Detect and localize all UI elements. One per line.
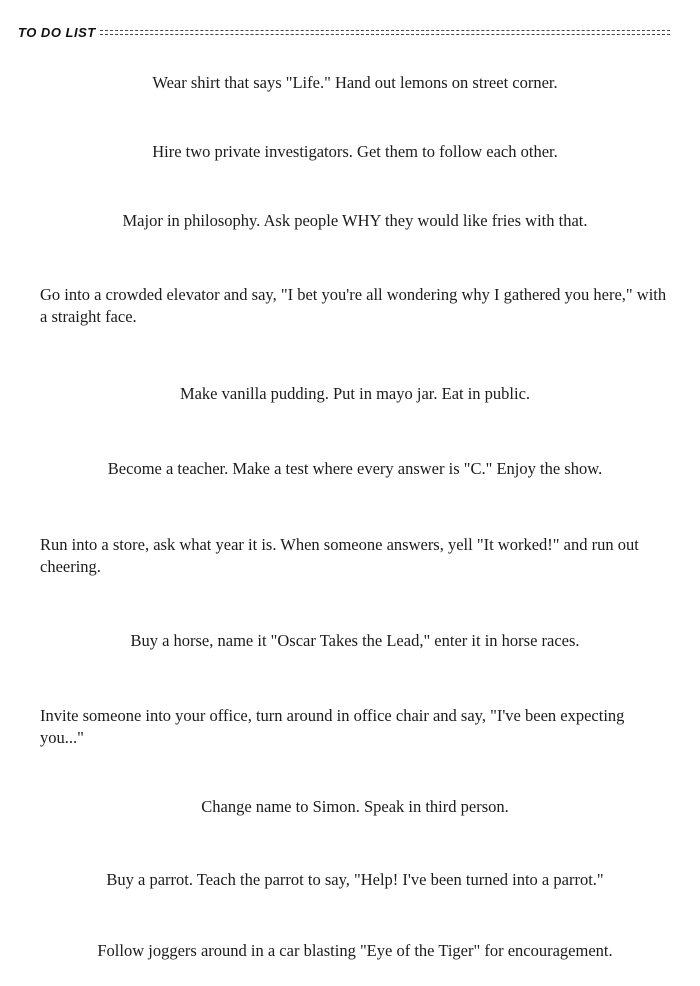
todo-item: Buy a parrot. Teach the parrot to say, "Help! I've been turned into a parrot." [106,870,604,889]
todo-item: Run into a store, ask what year it is. When someone answers, yell "It worked!" and run out cheering. [40,535,639,576]
todo-item: Major in philosophy. Ask people WHY they would like fries with that. [122,211,588,230]
todo-item: Hire two private investigators. Get them to follow each other. [152,142,558,161]
todo-item: Buy a horse, name it "Oscar Takes the Lead," enter it in horse races. [130,631,580,650]
todo-item: Change name to Simon. Speak in third person. [201,797,509,816]
todo-item: Go into a crowded elevator and say, "I bet you're all wondering why I gathered you here," with a straight face. [40,285,667,326]
todo-list-title: TO DO LIST [18,24,96,40]
todo-item: Follow joggers around in a car blasting "Eye of the Tiger" for encouragement. [97,941,613,960]
header-dashed-divider [100,30,670,35]
todo-item: Wear shirt that says "Life." Hand out lemons on street corner. [152,73,558,92]
todo-item: Invite someone into your office, turn around in office chair and say, "I've been expecting you..." [40,706,625,747]
todo-header [18,22,670,42]
todo-item: Make vanilla pudding. Put in mayo jar. Eat in public. [179,384,531,403]
todo-item: Become a teacher. Make a test where every answer is "C." Enjoy the show. [107,459,603,478]
